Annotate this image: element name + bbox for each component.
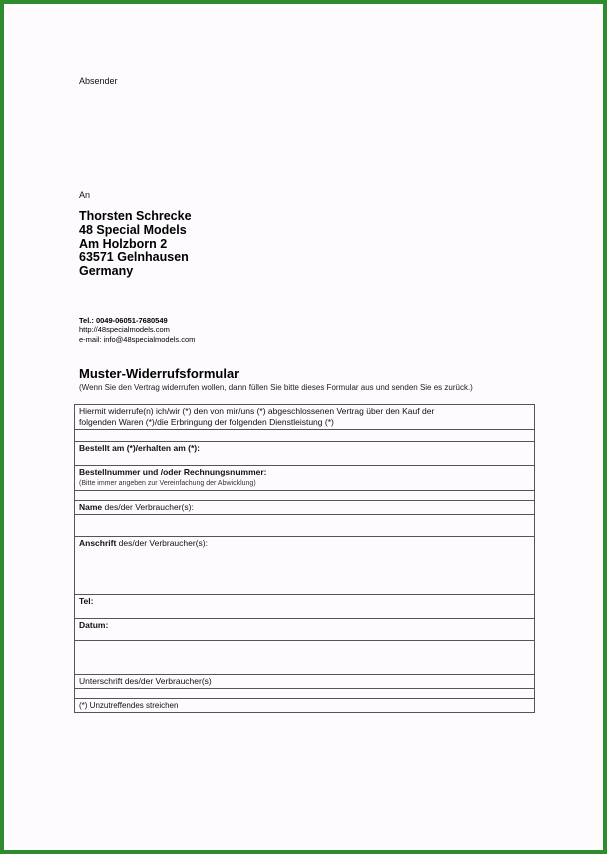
order-number-entry-cell[interactable] bbox=[75, 491, 535, 501]
table-row bbox=[75, 595, 535, 619]
contact-web[interactable]: http://48specialmodels.com bbox=[79, 325, 170, 335]
table-row bbox=[75, 405, 535, 430]
intro-cell bbox=[75, 405, 535, 430]
intro-entry-cell[interactable] bbox=[75, 430, 535, 442]
table-row bbox=[75, 537, 535, 595]
order-number-note: (Bitte immer angeben zur Vereinfachung der Abwicklung) bbox=[79, 480, 256, 487]
table-row bbox=[75, 689, 535, 699]
order-number-label: Bestellnummer und /oder Rechnungsnummer: bbox=[79, 467, 267, 477]
footnote-cell bbox=[75, 699, 535, 713]
recipient-city: 63571 Gelnhausen bbox=[79, 250, 189, 265]
name-cell bbox=[75, 501, 535, 515]
contact-block bbox=[79, 316, 195, 344]
name-entry-cell[interactable] bbox=[75, 515, 535, 537]
order-number-cell[interactable] bbox=[75, 466, 535, 491]
form-subtitle: (Wenn Sie den Vertrag widerrufen wollen, dann füllen Sie bitte dieses Formular aus und senden Sie es zurück.) bbox=[79, 383, 473, 392]
table-row bbox=[75, 430, 535, 442]
table-row bbox=[75, 466, 535, 491]
name-label-rest: des/der Verbraucher(s): bbox=[102, 502, 194, 512]
table-row bbox=[75, 699, 535, 713]
table-row bbox=[75, 619, 535, 641]
footnote: (*) Unzutreffendes streichen bbox=[79, 701, 179, 710]
date-cell[interactable] bbox=[75, 619, 535, 641]
table-row bbox=[75, 442, 535, 466]
to-label: An bbox=[79, 190, 91, 200]
recipient-street: Am Holzborn 2 bbox=[79, 236, 168, 251]
form-title: Muster-Widerrufsformular bbox=[79, 366, 240, 381]
recipient-name: Thorsten Schrecke bbox=[79, 209, 192, 223]
table-row bbox=[75, 491, 535, 501]
date-entry-cell[interactable] bbox=[75, 641, 535, 675]
date-label: Datum: bbox=[79, 620, 109, 630]
recipient-company: 48 Special Models bbox=[79, 222, 187, 237]
ordered-cell[interactable] bbox=[75, 442, 535, 466]
signature-entry-cell[interactable] bbox=[75, 689, 535, 699]
table-row bbox=[75, 675, 535, 689]
sender-label: Absender bbox=[79, 76, 118, 86]
address-cell[interactable] bbox=[75, 537, 535, 595]
intro-line-2: folgenden Waren (*)/die Erbringung der folgenden Dienstleistung (*) bbox=[79, 417, 334, 427]
tel-label: Tel: bbox=[79, 596, 94, 606]
recipient-country: Germany bbox=[79, 264, 134, 279]
table-row bbox=[75, 501, 535, 515]
table-row bbox=[75, 515, 535, 537]
contact-email[interactable]: e-mail: info@48specialmodels.com bbox=[79, 334, 196, 344]
withdrawal-form-table bbox=[74, 404, 535, 713]
address-label-rest: des/der Verbraucher(s): bbox=[116, 538, 208, 548]
signature-cell bbox=[75, 675, 535, 689]
signature-label: Unterschrift des/der Verbraucher(s) bbox=[79, 676, 212, 686]
tel-cell[interactable] bbox=[75, 595, 535, 619]
ordered-label: Bestellt am (*)/erhalten am (*): bbox=[79, 443, 200, 453]
recipient-address bbox=[79, 210, 192, 279]
address-label: Anschrift bbox=[79, 538, 117, 548]
table-row bbox=[75, 641, 535, 675]
contact-tel: Tel.: 0049-06051-7680549 bbox=[79, 316, 168, 325]
name-label: Name bbox=[79, 502, 103, 512]
intro-line-1: Hiermit widerrufe(n) ich/wir (*) den von mir/uns (*) abgeschlossenen Vertrag über den Kauf der bbox=[79, 406, 435, 416]
